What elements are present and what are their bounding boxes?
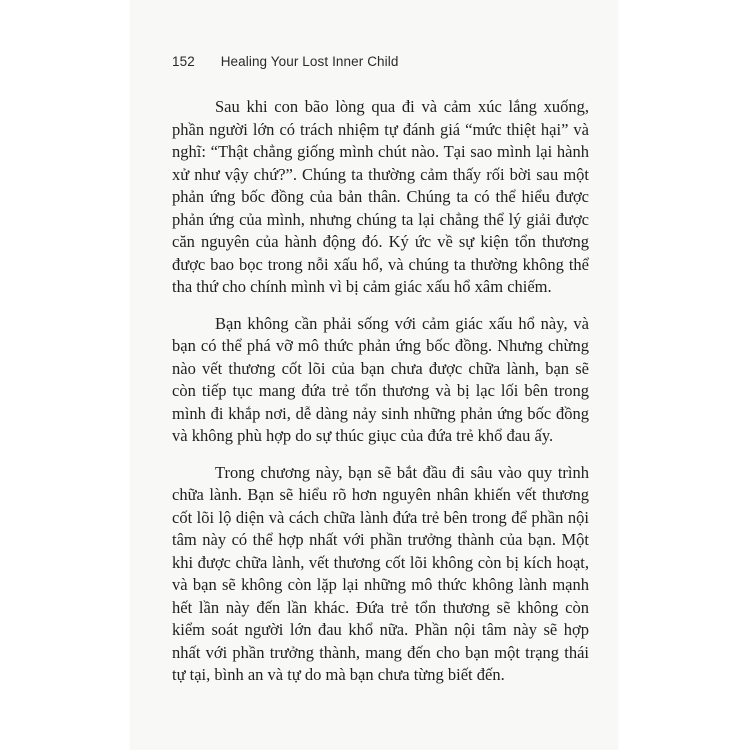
page-body (172, 96, 589, 687)
page-number: 152 (172, 54, 195, 69)
paragraph: Trong chương này, bạn sẽ bắt đầu đi sâu vào quy trình chữa lành. Bạn sẽ hiểu rõ hơn nguyên nhân khiến vết thương cốt lõi lộ diện và cách chữa lành đứa trẻ bên trong để phần nội tâm này có thể hợp nhất với phần trưởng thành của bạn. Một khi được chữa lành, vết thương cốt lõi không còn bị kích hoạt, và bạn sẽ không còn lặp lại những mô thức không lành mạnh hết lần này đến lần khác. Đứa trẻ tổn thương sẽ không còn kiểm soát người lớn đau khổ nữa. Phần nội tâm này sẽ hợp nhất với phần trưởng thành, mang đến cho bạn một trạng thái tự tại, bình an và tự do mà bạn chưa từng biết đến. (172, 462, 589, 684)
page-header (172, 54, 398, 69)
paragraph: Sau khi con bão lòng qua đi và cảm xúc lắng xuống, phần người lớn có trách nhiệm tự đánh giá “mức thiệt hại” và nghĩ: “Thật chẳng giống mình chút nào. Tại sao mình lại hành xử như vậy chứ?”. Chúng ta thường cảm thấy rối bời sau một phản ứng bốc đồng của bản thân. Chúng ta có thể hiểu được phản ứng của mình, nhưng chúng ta lại chẳng thể lý giải được căn nguyên của hành động đó. Ký ức về sự kiện tổn thương được bao bọc trong nỗi xấu hổ, và chúng ta thường không thể tha thứ cho chính mình vì bị cảm giác xấu hổ xâm chiếm. (172, 97, 589, 296)
running-title: Healing Your Lost Inner Child (220, 54, 399, 69)
book-page (130, 0, 618, 750)
paragraph: Bạn không cần phải sống với cảm giác xấu hổ này, và bạn có thể phá vỡ mô thức phản ứng bốc đồng. Nhưng chừng nào vết thương cốt lõi của bạn chưa được chữa lành, bạn sẽ còn tiếp tục mang đứa trẻ tổn thương và bị lạc lối bên trong mình đi khắp nơi, dễ dàng nảy sinh những phản ứng bốc đồng và không phù hợp do sự thúc giục của đứa trẻ khổ đau ấy. (172, 313, 589, 445)
